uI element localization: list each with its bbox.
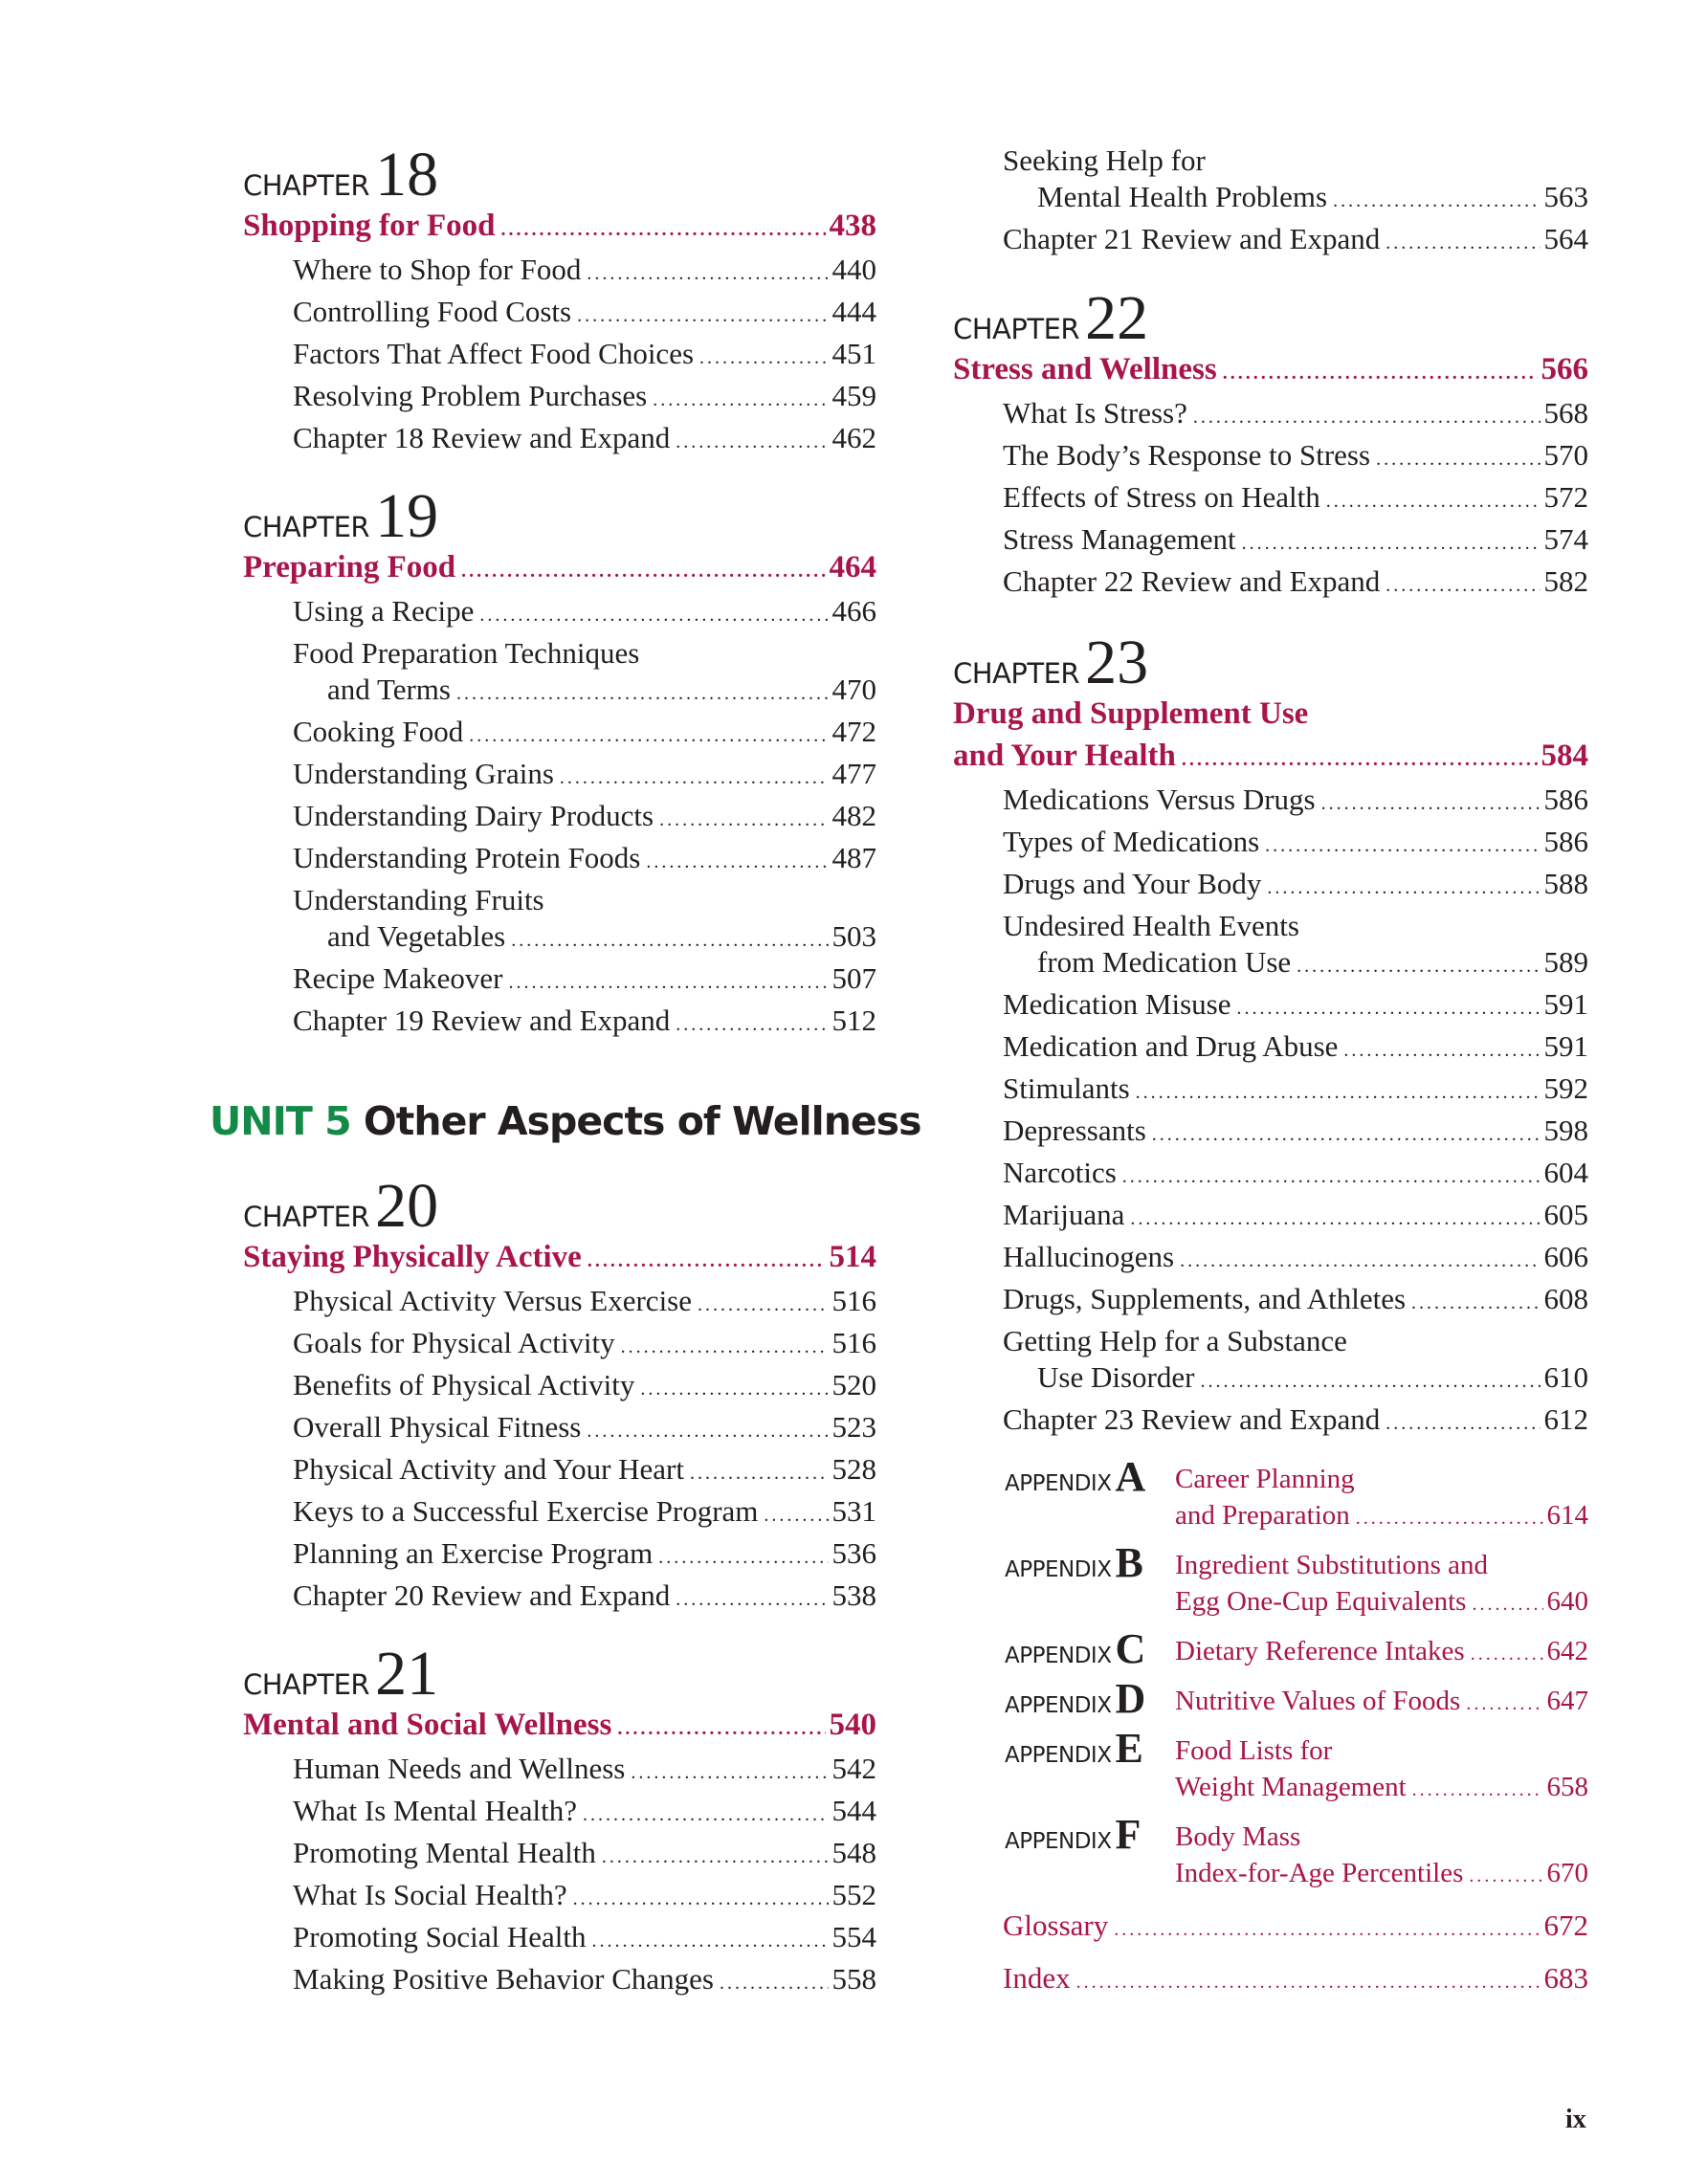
toc-entry[interactable]: Drugs, Supplements, and Athletes ..... 608 — [1003, 1282, 1588, 1316]
toc-entry[interactable]: Human Needs and Wellness ..... 542 — [293, 1752, 876, 1786]
appendix-letter: D — [1115, 1675, 1146, 1722]
appendix-a-entry[interactable]: and Preparation ..... 614 — [1175, 1500, 1588, 1532]
toc-entry[interactable]: Medication Misuse ..... 591 — [1003, 987, 1588, 1022]
toc-entry[interactable]: Promoting Social Health ..... 554 — [293, 1920, 876, 1954]
unit-heading — [210, 1098, 921, 1144]
appendix-f-heading — [1005, 1810, 1141, 1859]
chapter-page: 584 — [1541, 739, 1588, 773]
toc-entry[interactable]: Recipe Makeover ..... 507 — [293, 961, 876, 996]
appendix-f-entry[interactable]: Index-for-Age Percentiles ..... 670 — [1175, 1858, 1588, 1889]
chapter-page: 566 — [1541, 352, 1588, 386]
toc-entry[interactable]: Chapter 23 Review and Expand ..... 612 — [1003, 1402, 1588, 1437]
toc-entry[interactable]: Understanding Grains ..... 477 — [293, 757, 876, 791]
toc-entry[interactable]: Cooking Food ..... 472 — [293, 715, 876, 749]
chapter-page: 464 — [829, 550, 876, 585]
chapter-21-heading — [243, 1639, 439, 1709]
chapter-page: 514 — [829, 1240, 876, 1274]
appendix-letter: A — [1115, 1453, 1146, 1500]
toc-entry-line: Understanding Fruits — [293, 883, 544, 916]
chapter-word: CHAPTER — [243, 169, 370, 202]
appendix-title-line: Body Mass — [1175, 1821, 1301, 1852]
chapter-19-title[interactable] — [243, 550, 876, 585]
chapter-18-heading — [243, 140, 439, 210]
unit-title: Other Aspects of Wellness — [363, 1098, 921, 1144]
appendix-title-line: Career Planning — [1175, 1464, 1355, 1494]
appendix-word: APPENDIX — [1005, 1557, 1112, 1582]
toc-entry[interactable]: Understanding Dairy Products ..... 482 — [293, 799, 876, 833]
chapter-23-heading — [953, 628, 1149, 697]
chapter-page: 438 — [829, 209, 876, 243]
chapter-21-title[interactable] — [243, 1708, 876, 1743]
toc-entry[interactable]: Stimulants ..... 592 — [1003, 1071, 1588, 1106]
appendix-word: APPENDIX — [1005, 1693, 1112, 1718]
toc-entry[interactable]: from Medication Use ..... 589 — [1037, 945, 1588, 980]
toc-entry[interactable]: and Vegetables ..... 503 — [327, 919, 876, 954]
appendix-c-heading — [1005, 1624, 1145, 1673]
chapter-number: 19 — [375, 481, 439, 551]
appendix-a-heading — [1005, 1452, 1145, 1501]
appendix-c-entry[interactable]: Dietary Reference Intakes ..... 642 — [1175, 1636, 1588, 1667]
chapter-18-title[interactable] — [243, 209, 876, 244]
chapter-22-title[interactable] — [953, 352, 1588, 387]
appendix-letter: C — [1115, 1625, 1146, 1672]
chapter-title: Stress and Wellness — [953, 352, 1217, 386]
toc-entry-line: Seeking Help for — [1003, 143, 1206, 177]
chapter-20-heading — [243, 1171, 439, 1241]
toc-entry[interactable]: Factors That Affect Food Choices ..... 451 — [293, 337, 876, 371]
chapter-number: 18 — [375, 140, 439, 210]
appendix-letter: E — [1115, 1725, 1143, 1772]
index-entry[interactable]: Index ..... 683 — [1003, 1961, 1588, 1996]
toc-entry[interactable]: Medication and Drug Abuse ..... 591 — [1003, 1029, 1588, 1064]
chapter-title: Shopping for Food — [243, 209, 496, 243]
toc-entry[interactable]: and Terms ..... 470 — [327, 673, 876, 707]
appendix-word: APPENDIX — [1005, 1829, 1112, 1854]
appendix-e-heading — [1005, 1724, 1143, 1773]
toc-entry[interactable]: Goals for Physical Activity ..... 516 — [293, 1326, 876, 1360]
toc-entry[interactable]: Chapter 22 Review and Expand ..... 582 — [1003, 564, 1588, 599]
appendix-d-heading — [1005, 1674, 1145, 1723]
chapter-number: 21 — [375, 1639, 439, 1709]
toc-entry[interactable]: Overall Physical Fitness ..... 523 — [293, 1410, 876, 1445]
appendix-letter: F — [1115, 1811, 1142, 1858]
chapter-word: CHAPTER — [953, 313, 1080, 345]
appendix-letter: B — [1115, 1539, 1143, 1586]
toc-entry[interactable]: Chapter 18 Review and Expand ..... 462 — [293, 421, 876, 455]
toc-entry[interactable]: Physical Activity Versus Exercise ..... 516 — [293, 1284, 876, 1318]
toc-entry[interactable]: Making Positive Behavior Changes ..... 558 — [293, 1962, 876, 1996]
toc-entry-line: Food Preparation Techniques — [293, 636, 640, 670]
chapter-title: Preparing Food — [243, 550, 456, 585]
toc-entry[interactable]: Use Disorder ..... 610 — [1037, 1360, 1588, 1395]
toc-entry[interactable]: Medications Versus Drugs ..... 586 — [1003, 783, 1588, 817]
toc-entry[interactable]: Narcotics ..... 604 — [1003, 1156, 1588, 1190]
appendix-word: APPENDIX — [1005, 1471, 1112, 1496]
toc-entry[interactable]: Where to Shop for Food ..... 440 — [293, 253, 876, 287]
toc-entry-line: Undesired Health Events — [1003, 909, 1299, 942]
toc-entry[interactable]: Hallucinogens ..... 606 — [1003, 1240, 1588, 1274]
appendix-title-line: Ingredient Substitutions and — [1175, 1550, 1489, 1580]
chapter-word: CHAPTER — [243, 1668, 370, 1701]
chapter-title: and Your Health — [953, 739, 1176, 773]
toc-entry[interactable]: The Body’s Response to Stress ..... 570 — [1003, 438, 1588, 473]
chapter-word: CHAPTER — [243, 511, 370, 543]
appendix-e-entry[interactable]: Weight Management ..... 658 — [1175, 1772, 1588, 1803]
glossary-entry[interactable]: Glossary ..... 672 — [1003, 1908, 1588, 1943]
unit-label: UNIT 5 — [210, 1098, 351, 1144]
chapter-19-heading — [243, 481, 439, 551]
toc-entry[interactable]: Stress Management ..... 574 — [1003, 522, 1588, 557]
chapter-20-title[interactable] — [243, 1240, 876, 1275]
toc-entry[interactable]: Chapter 21 Review and Expand ..... 564 — [1003, 222, 1588, 256]
chapter-number: 22 — [1085, 283, 1149, 353]
chapter-page: 540 — [829, 1708, 876, 1742]
chapter-word: CHAPTER — [243, 1201, 370, 1233]
appendix-b-heading — [1005, 1538, 1143, 1587]
toc-entry[interactable]: Promoting Mental Health ..... 548 — [293, 1836, 876, 1870]
toc-entry[interactable]: What Is Mental Health? ..... 544 — [293, 1794, 876, 1828]
toc-entry[interactable]: Using a Recipe ..... 466 — [293, 594, 876, 629]
chapter-title: Mental and Social Wellness — [243, 1708, 612, 1742]
toc-entry[interactable]: Keys to a Successful Exercise Program ..... 531 — [293, 1494, 876, 1529]
toc-entry[interactable]: Resolving Problem Purchases ..... 459 — [293, 379, 876, 413]
toc-entry[interactable]: Effects of Stress on Health ..... 572 — [1003, 480, 1588, 515]
toc-entry[interactable]: What Is Social Health? ..... 552 — [293, 1878, 876, 1912]
toc-entry[interactable]: Understanding Protein Foods ..... 487 — [293, 841, 876, 875]
toc-entry-line: Getting Help for a Substance — [1003, 1324, 1347, 1357]
toc-entry[interactable]: Depressants ..... 598 — [1003, 1114, 1588, 1148]
chapter-word: CHAPTER — [953, 657, 1080, 690]
toc-entry[interactable]: Marijuana ..... 605 — [1003, 1198, 1588, 1232]
appendix-word: APPENDIX — [1005, 1644, 1112, 1668]
page-number: ix — [1565, 2105, 1586, 2134]
chapter-title: Staying Physically Active — [243, 1240, 582, 1274]
toc-entry[interactable]: Benefits of Physical Activity ..... 520 — [293, 1368, 876, 1402]
toc-entry[interactable]: Physical Activity and Your Heart ..... 528 — [293, 1452, 876, 1487]
chapter-number: 23 — [1085, 628, 1149, 697]
appendix-title-line: Food Lists for — [1175, 1735, 1333, 1766]
chapter-number: 20 — [375, 1171, 439, 1241]
chapter-title-line: Drug and Supplement Use — [953, 696, 1309, 731]
appendix-d-entry[interactable]: Nutritive Values of Foods ..... 647 — [1175, 1686, 1588, 1717]
toc-entry[interactable]: Chapter 19 Review and Expand ..... 512 — [293, 1004, 876, 1038]
toc-entry[interactable]: Mental Health Problems ..... 563 — [1037, 180, 1588, 214]
toc-entry[interactable]: Controlling Food Costs ..... 444 — [293, 295, 876, 329]
appendix-word: APPENDIX — [1005, 1743, 1112, 1768]
toc-entry[interactable]: Drugs and Your Body ..... 588 — [1003, 867, 1588, 901]
toc-entry[interactable]: What Is Stress? ..... 568 — [1003, 396, 1588, 430]
toc-entry[interactable]: Chapter 20 Review and Expand ..... 538 — [293, 1578, 876, 1613]
chapter-22-heading — [953, 283, 1149, 353]
toc-entry[interactable]: Types of Medications ..... 586 — [1003, 825, 1588, 859]
chapter-23-title[interactable] — [953, 739, 1588, 774]
appendix-b-entry[interactable]: Egg One-Cup Equivalents ..... 640 — [1175, 1586, 1588, 1618]
toc-entry[interactable]: Planning an Exercise Program ..... 536 — [293, 1536, 876, 1571]
